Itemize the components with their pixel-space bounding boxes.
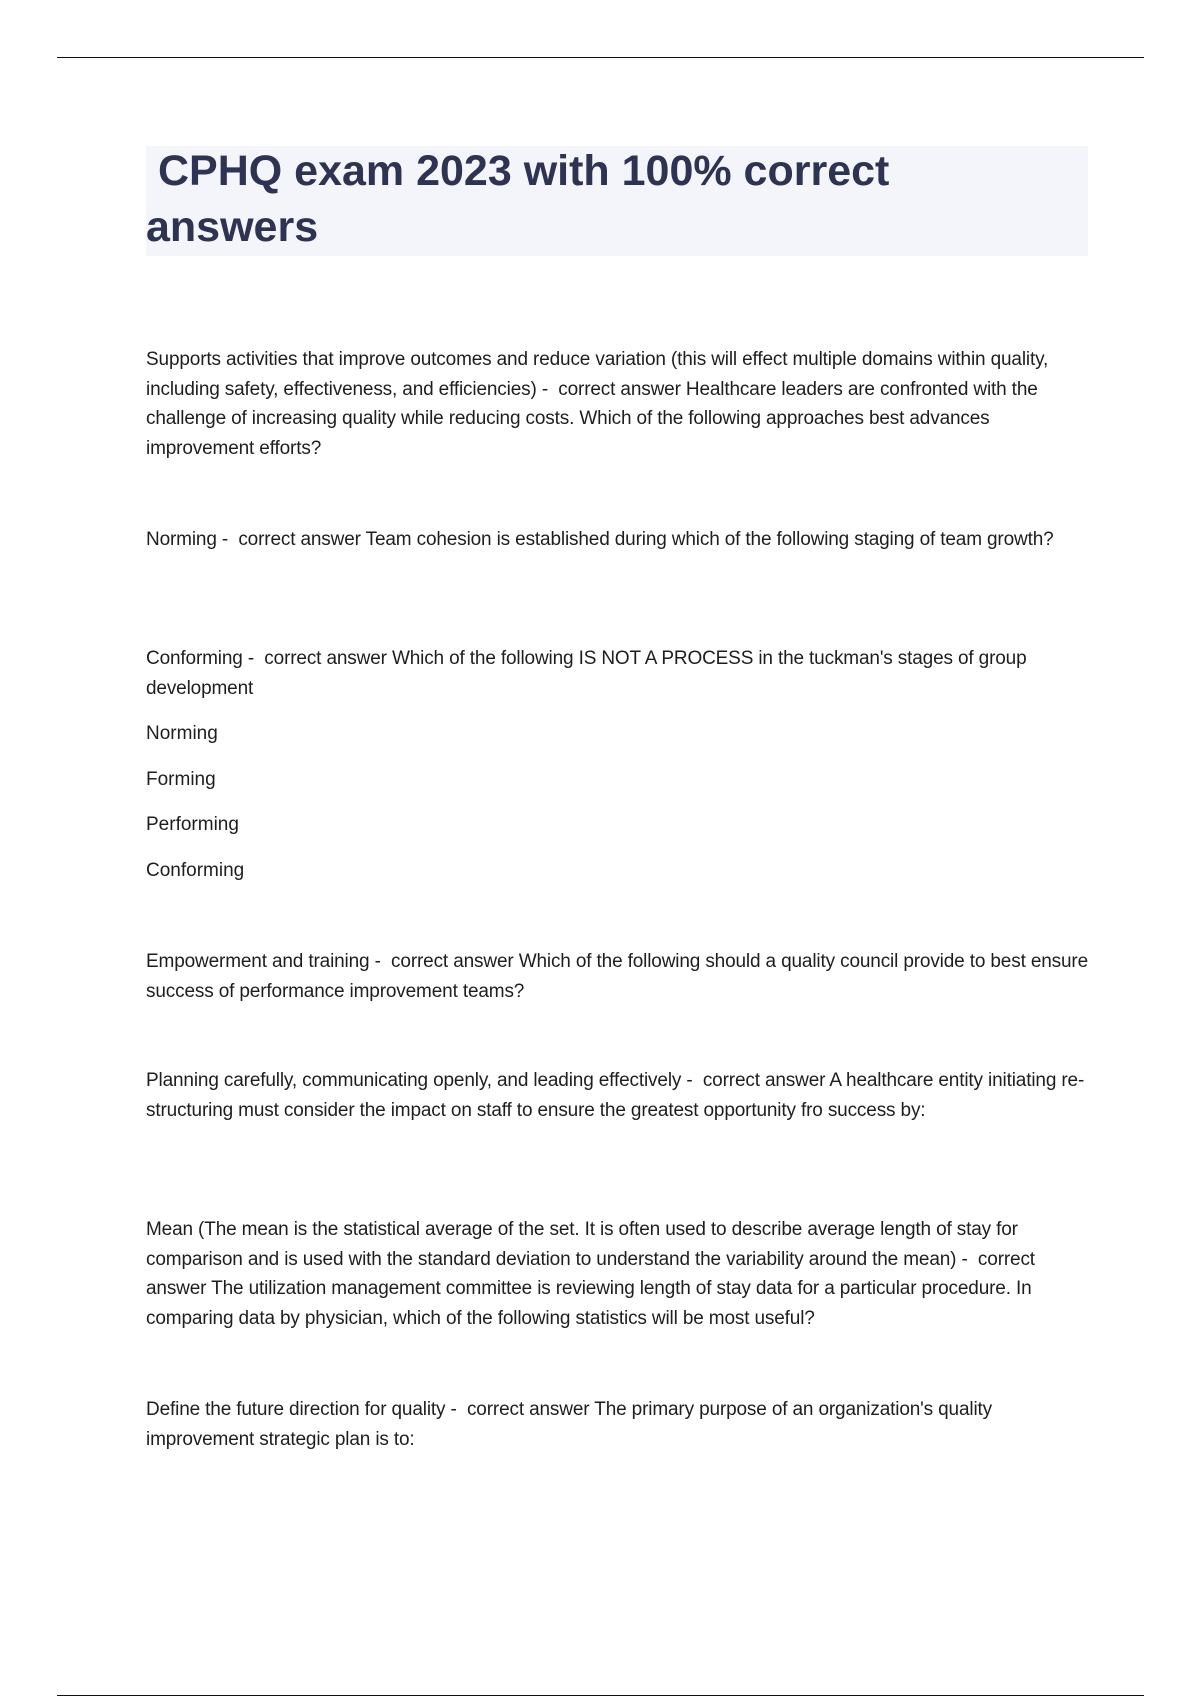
entry-answer: Planning carefully, communicating openly, and leading effectively [146,1070,682,1091]
entry-question: The utilization management committee is reviewing length of stay data for a particular procedure. In comparing data by physician, which of the following statistics will be most useful? [146,1278,1032,1329]
entry-question: Which of the following should a quality council provide to best ensure success of performance improvement teams? [146,951,1089,1002]
entry-separator: - [216,529,239,550]
entry-separator: - [536,378,559,400]
entry-question: Team cohesion is established during which of the following staging of team growth? [365,529,1054,550]
entry-answer: Conforming [146,648,243,669]
entry-question: A healthcare entity initiating re-structuring must consider the impact on staff to ensure the greatest opportunity fro success by: [146,1070,1085,1121]
entry-question: Healthcare leaders are confronted with the challenge of increasing quality while reducing costs. Which of the following approaches best advances improvement efforts? [146,378,1038,459]
entry-separator: - [681,1070,703,1091]
entry-answer: Empowerment and training [146,951,370,972]
qa-entry-6 [146,1215,1092,1333]
qa-entry-7 [146,1395,1092,1454]
answer-label: correct answer [264,648,387,669]
qa-entry-2 [146,525,1092,555]
document-title: CPHQ exam 2023 with 100% correct answers [146,147,890,251]
entry-separator: - [242,648,265,669]
entry-answer: Supports activities that improve outcomes and reduce variation (this will effect multiple domains within quality, including safety, effectiveness, and efficiencies) [146,349,1049,400]
entry-separator: - [369,951,392,972]
qa-entry-1 [146,345,1092,463]
option-forming: Forming [146,769,216,790]
entry-answer: Norming [146,529,217,550]
entry-answer: Define the future direction for quality [146,1399,446,1420]
entry-answer: Mean (The mean is the statistical average of the set. It is often used to describe average length of stay for comparison and is used with the standard deviation to understand the variability around the mean) [146,1219,1018,1270]
answer-label: correct answer [702,1070,826,1091]
entry-question: Which of the following IS NOT A PROCESS in the tuckman's stages of group development [146,648,1027,699]
bottom-rule [57,1695,1144,1696]
answer-label: correct answer [466,1399,590,1420]
option-performing: Performing [146,814,239,835]
top-rule [57,57,1144,58]
qa-entry-3 [146,644,1092,703]
option-norming: Norming [146,723,218,744]
answer-label: correct answer [558,378,681,400]
entry-question: The primary purpose of an organization's quality improvement strategic plan is to: [146,1399,993,1450]
entry-separator: - [956,1248,978,1270]
answer-label: correct answer [146,1248,1035,1299]
qa-entry-4 [146,947,1092,1006]
qa-entry-5 [146,1066,1092,1125]
entry-separator: - [445,1399,467,1420]
answer-label: correct answer [391,951,514,972]
option-conforming: Conforming [146,860,245,881]
answer-label: correct answer [238,529,361,550]
